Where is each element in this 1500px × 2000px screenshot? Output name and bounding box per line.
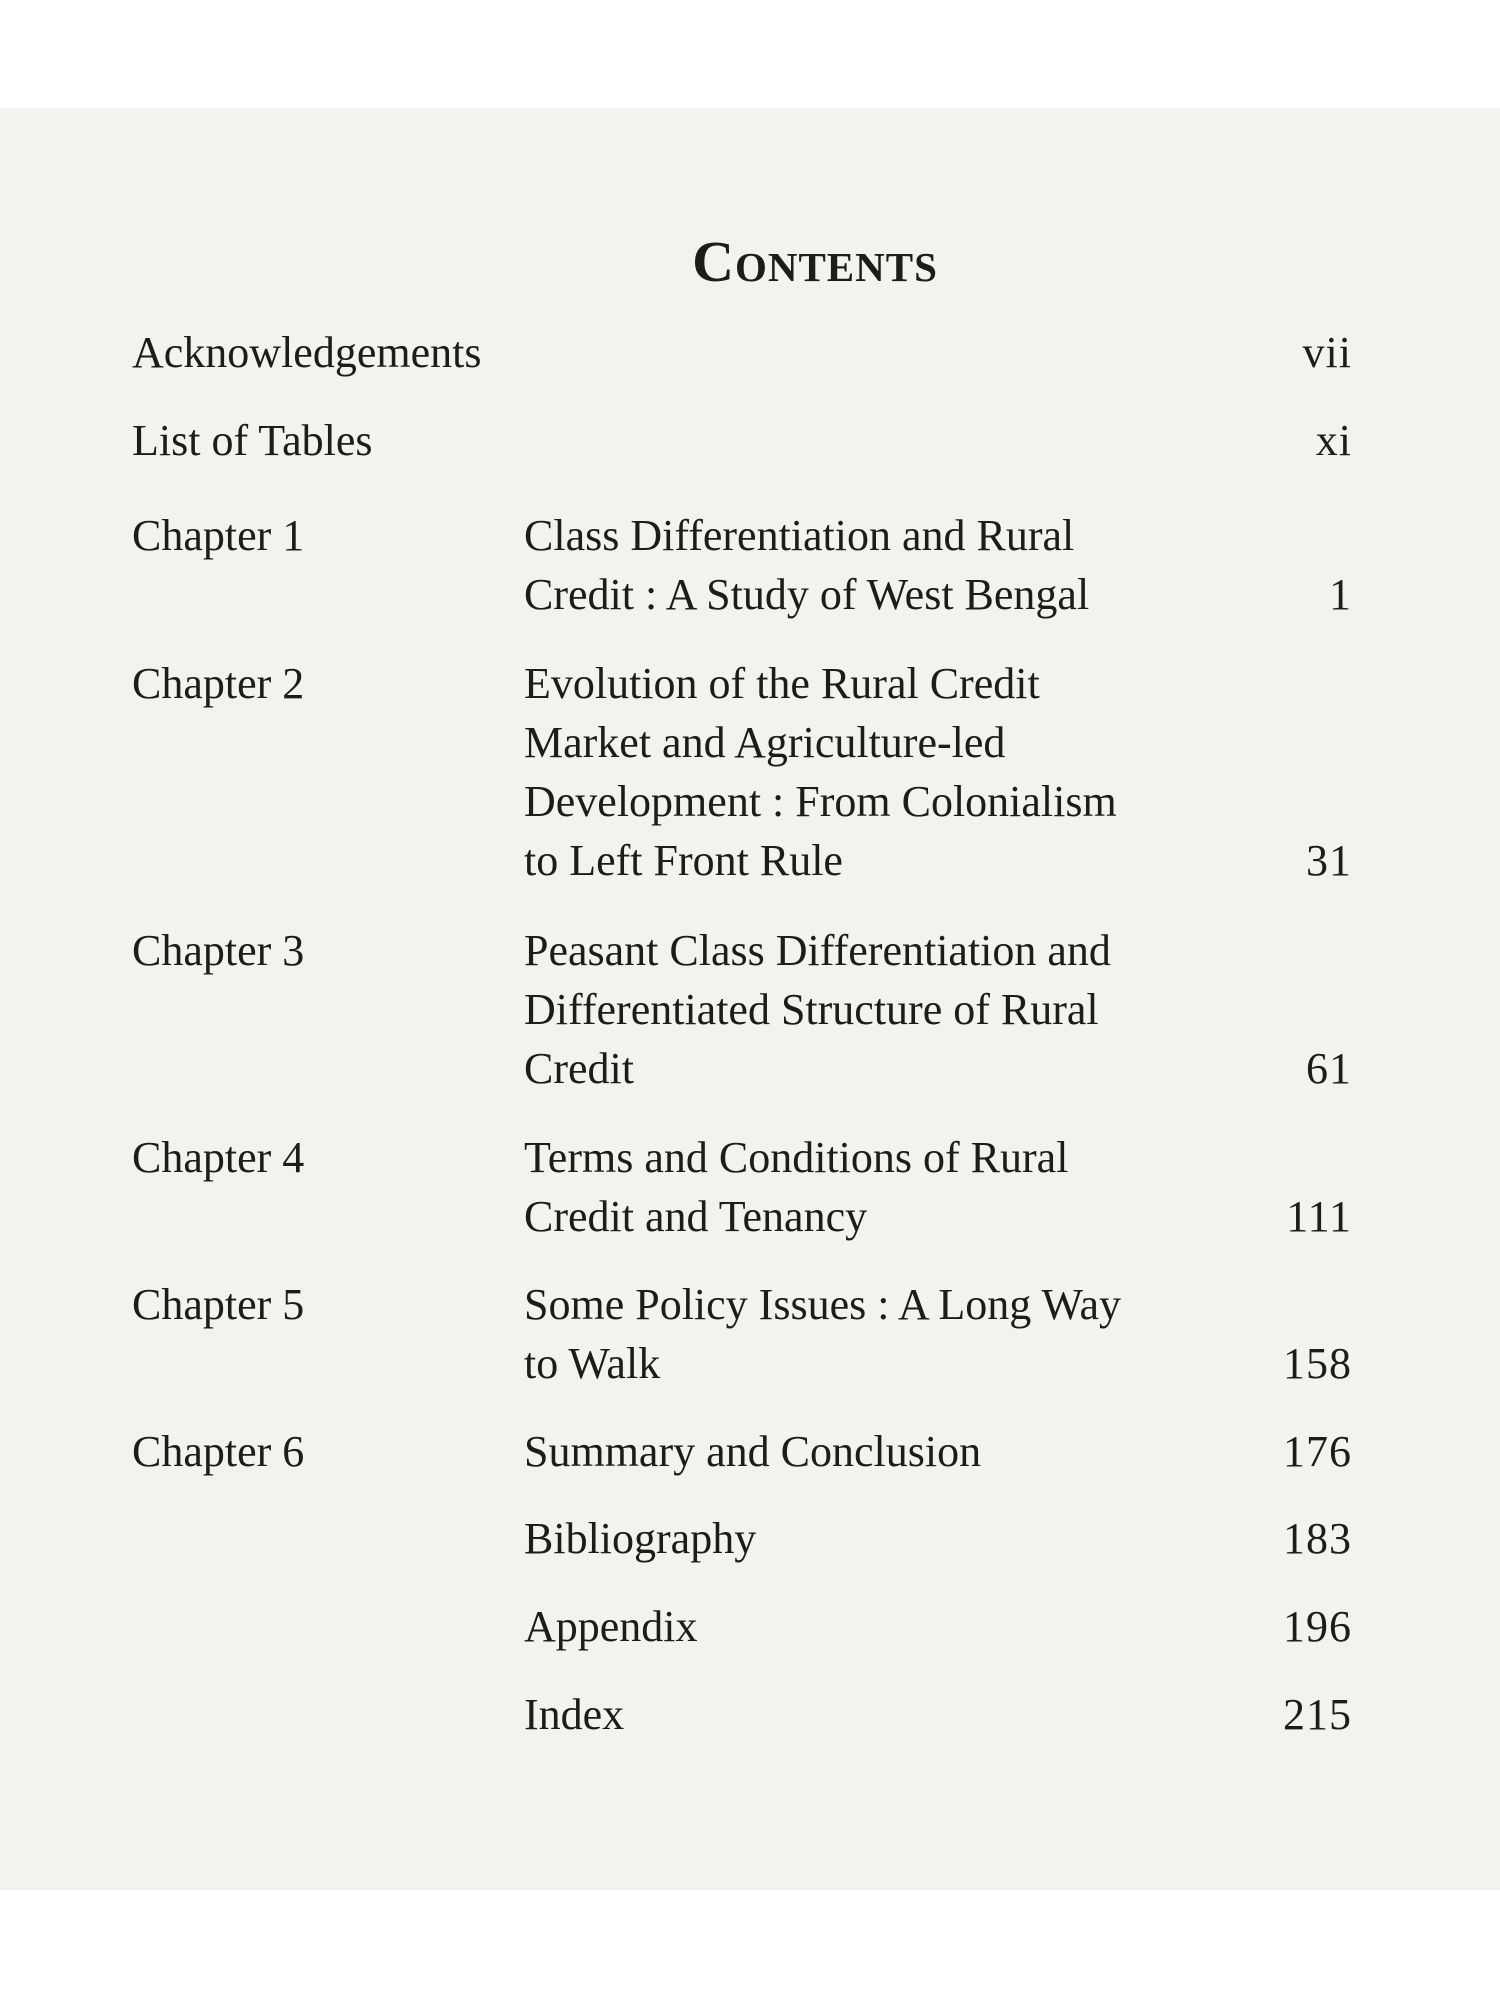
chapter-title (524, 1128, 1264, 1246)
chapter-label: Chapter 3 (132, 926, 305, 975)
entry-title (524, 1509, 1264, 1568)
chapter-title-line: Credit : A Study of West Bengal (524, 570, 1090, 619)
chapter-title-line: Credit (524, 1044, 634, 1093)
chapter-title-line: Credit and Tenancy (524, 1192, 868, 1241)
chapter-title-line: to Walk (524, 1339, 661, 1388)
entry-title (524, 1685, 1264, 1744)
toc-entry-appendix[interactable] (0, 1597, 1500, 1656)
chapter-title-line: Evolution of the Rural Credit (524, 659, 1040, 708)
book-page (0, 108, 1500, 1890)
chapter-title (524, 921, 1264, 1098)
toc-entry-acknowledgements[interactable] (0, 323, 1500, 382)
toc-entry-chapter-2[interactable] (0, 654, 1500, 890)
entry-title (524, 1597, 1264, 1656)
toc-page-number: 111 (1286, 1192, 1352, 1241)
toc-entry-chapter-1[interactable] (0, 506, 1500, 624)
entry-title-line: Appendix (524, 1602, 698, 1651)
toc-page-number: vii (1302, 328, 1352, 377)
chapter-title-line: Development : From Colonialism (524, 777, 1117, 826)
toc-entry-chapter-3[interactable] (0, 921, 1500, 1098)
toc-page-number: 183 (1283, 1514, 1352, 1563)
chapter-title-line: Some Policy Issues : A Long Way (524, 1280, 1121, 1329)
chapter-title-line: to Left Front Rule (524, 836, 843, 885)
toc-entry-chapter-5[interactable] (0, 1275, 1500, 1393)
toc-entry-chapter-4[interactable] (0, 1128, 1500, 1246)
chapter-label: Chapter 6 (132, 1427, 305, 1476)
chapter-title-line: Market and Agriculture-led (524, 718, 1006, 767)
toc-page-number: 1 (1329, 570, 1352, 619)
toc-entry-label: List of Tables (132, 416, 373, 465)
toc-entry-bibliography[interactable] (0, 1509, 1500, 1568)
chapter-title-line: Summary and Conclusion (524, 1427, 982, 1476)
chapter-title (524, 506, 1264, 624)
toc-page-number: 158 (1283, 1339, 1352, 1388)
chapter-title (524, 654, 1264, 890)
entry-title-line: Bibliography (524, 1514, 757, 1563)
toc-page-number: xi (1315, 416, 1352, 465)
chapter-label: Chapter 1 (132, 511, 305, 560)
chapter-label: Chapter 4 (132, 1133, 305, 1182)
chapter-title-line: Class Differentiation and Rural (524, 511, 1075, 560)
chapter-title (524, 1275, 1264, 1393)
toc-page-number: 196 (1283, 1602, 1352, 1651)
page-title: Contents (692, 229, 938, 294)
toc-entry-list-of-tables[interactable] (0, 411, 1500, 470)
toc-page-number: 176 (1283, 1427, 1352, 1476)
chapter-title (524, 1422, 1264, 1481)
toc-page-number: 61 (1306, 1044, 1352, 1093)
chapter-title-line: Peasant Class Differentiation and (524, 926, 1111, 975)
chapter-label: Chapter 5 (132, 1280, 305, 1329)
chapter-label: Chapter 2 (132, 659, 305, 708)
toc-entry-index[interactable] (0, 1685, 1500, 1744)
chapter-title-line: Differentiated Structure of Rural (524, 985, 1099, 1034)
toc-page-number: 215 (1283, 1690, 1352, 1739)
toc-entry-chapter-6[interactable] (0, 1422, 1500, 1481)
toc-entry-label: Acknowledgements (132, 328, 482, 377)
chapter-title-line: Terms and Conditions of Rural (524, 1133, 1069, 1182)
entry-title-line: Index (524, 1690, 625, 1739)
toc-page-number: 31 (1306, 836, 1352, 885)
